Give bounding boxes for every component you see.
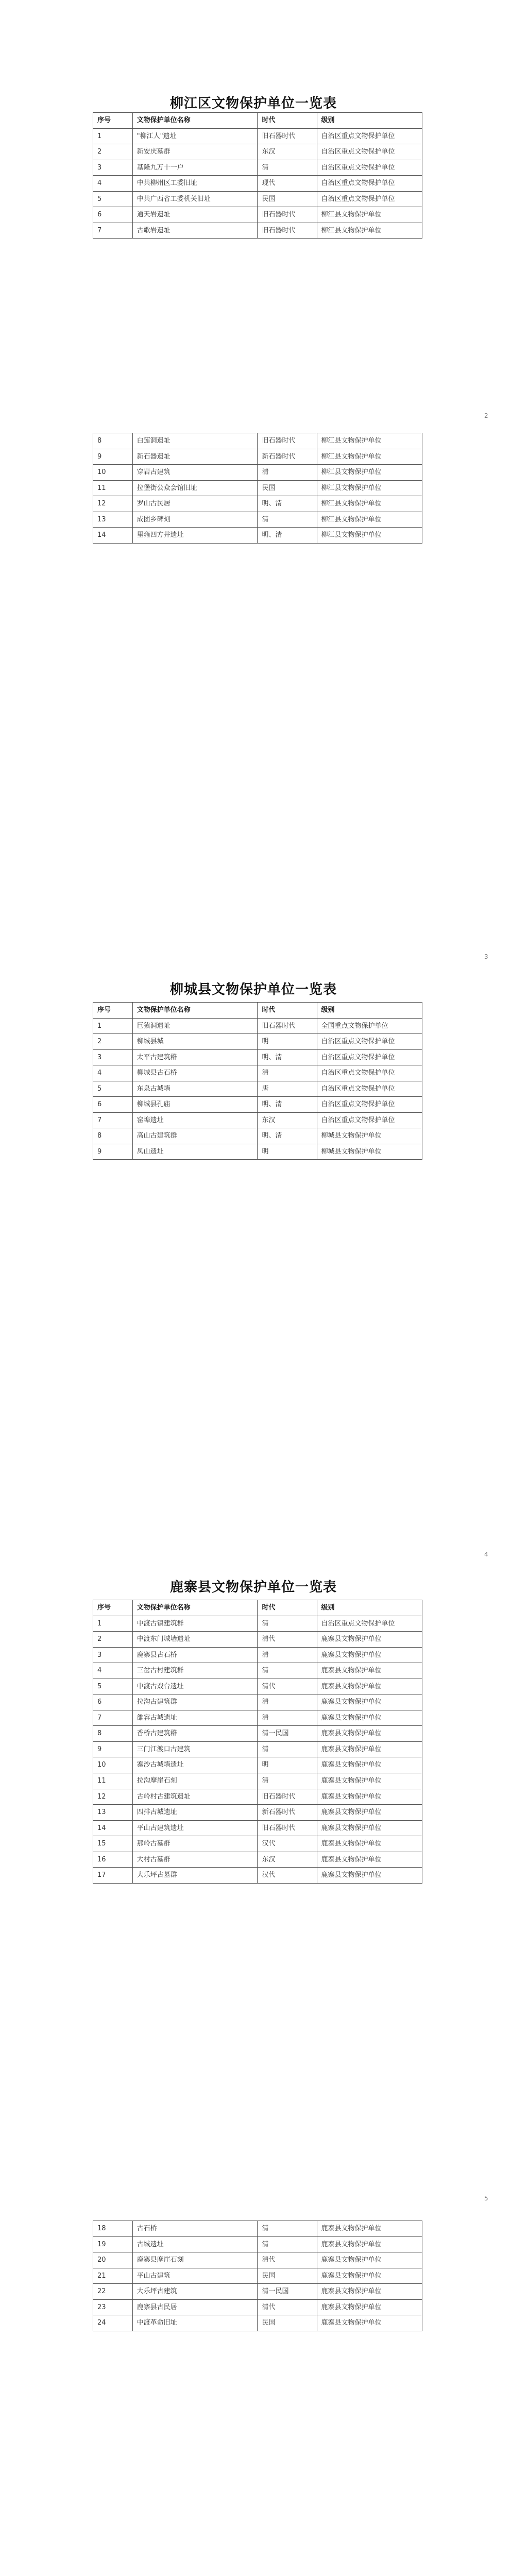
table-row bbox=[93, 160, 422, 176]
protection-level: 鹿寨县文物保护单位 bbox=[317, 2268, 422, 2284]
protection-level: 鹿寨县文物保护单位 bbox=[317, 1647, 422, 1663]
era: 旧石器时代 bbox=[258, 128, 317, 144]
era: 清一民国 bbox=[258, 1726, 317, 1742]
protection-level: 鹿寨县文物保护单位 bbox=[317, 1773, 422, 1789]
protection-level: 鹿寨县文物保护单位 bbox=[317, 1820, 422, 1836]
site-name: 平山古建筑遗址 bbox=[132, 1820, 258, 1836]
protection-level: 鹿寨县文物保护单位 bbox=[317, 1632, 422, 1648]
site-name: 柳城县城 bbox=[132, 1034, 258, 1050]
table-row bbox=[93, 1868, 422, 1884]
row-number: 8 bbox=[93, 1128, 133, 1144]
row-number: 21 bbox=[93, 2268, 133, 2284]
section-title-liucheng: 柳城县文物保护单位一览表 bbox=[170, 982, 337, 997]
protection-level: 自治区重点文物保护单位 bbox=[317, 1034, 422, 1050]
era: 旧石器时代 bbox=[258, 1789, 317, 1805]
row-number: 4 bbox=[93, 1065, 133, 1081]
protection-level: 自治区重点文物保护单位 bbox=[317, 1097, 422, 1113]
era: 明、清 bbox=[258, 528, 317, 544]
table-row bbox=[93, 1632, 422, 1648]
row-number: 4 bbox=[93, 176, 133, 192]
era: 汉代 bbox=[258, 1868, 317, 1884]
row-number: 7 bbox=[93, 223, 133, 239]
site-name: 拉沟摩崖石刻 bbox=[132, 1773, 258, 1789]
page-number: 3 bbox=[484, 953, 488, 960]
site-name: 古石桥 bbox=[132, 2221, 258, 2237]
site-name: 窑埠遗址 bbox=[132, 1112, 258, 1128]
site-name: 中渡古戏台遗址 bbox=[132, 1679, 258, 1694]
era: 明 bbox=[258, 1034, 317, 1050]
row-number: 11 bbox=[93, 480, 133, 496]
site-name: 三岔古村建筑群 bbox=[132, 1663, 258, 1679]
column-header: 级别 bbox=[317, 113, 422, 129]
row-number: 20 bbox=[93, 2252, 133, 2268]
protection-level: 鹿寨县文物保护单位 bbox=[317, 1741, 422, 1757]
row-number: 15 bbox=[93, 1836, 133, 1852]
table-row bbox=[93, 144, 422, 160]
era: 明、清 bbox=[258, 1049, 317, 1065]
site-name: 大乐坪古建筑 bbox=[132, 2284, 258, 2300]
protection-level: 自治区重点文物保护单位 bbox=[317, 176, 422, 192]
protection-level: 自治区重点文物保护单位 bbox=[317, 144, 422, 160]
protection-level: 柳江县文物保护单位 bbox=[317, 480, 422, 496]
site-name: 新石器遗址 bbox=[132, 449, 258, 465]
table-row bbox=[93, 1789, 422, 1805]
site-name: 中渡古镇建筑群 bbox=[132, 1616, 258, 1632]
table-row bbox=[93, 1081, 422, 1097]
site-name: 里雍四方井遗址 bbox=[132, 528, 258, 544]
era: 清 bbox=[258, 160, 317, 176]
site-name: 三门江渡口古建筑 bbox=[132, 1741, 258, 1757]
era: 旧石器时代 bbox=[258, 1018, 317, 1034]
era: 新石器时代 bbox=[258, 1805, 317, 1821]
site-name: 高山古建筑群 bbox=[132, 1128, 258, 1144]
era: 民国 bbox=[258, 2268, 317, 2284]
protection-level: 鹿寨县文物保护单位 bbox=[317, 2221, 422, 2237]
era: 清 bbox=[258, 1773, 317, 1789]
row-number: 19 bbox=[93, 2236, 133, 2252]
era: 明 bbox=[258, 1144, 317, 1160]
table-row bbox=[93, 1726, 422, 1742]
era: 清 bbox=[258, 1647, 317, 1663]
table-row bbox=[93, 1663, 422, 1679]
era: 清 bbox=[258, 1663, 317, 1679]
protection-level: 自治区重点文物保护单位 bbox=[317, 128, 422, 144]
protection-level: 鹿寨县文物保护单位 bbox=[317, 2252, 422, 2268]
era: 民国 bbox=[258, 191, 317, 207]
era: 清 bbox=[258, 2236, 317, 2252]
era: 清一民国 bbox=[258, 2284, 317, 2300]
row-number: 3 bbox=[93, 1049, 133, 1065]
protection-level: 鹿寨县文物保护单位 bbox=[317, 1694, 422, 1710]
relics-table-liujiang bbox=[93, 112, 422, 239]
row-number: 23 bbox=[93, 2299, 133, 2315]
page-number: 2 bbox=[484, 412, 488, 419]
site-name: 柳城县孔庙 bbox=[132, 1097, 258, 1113]
table-row bbox=[93, 223, 422, 239]
site-name: 中渡革命旧址 bbox=[132, 2315, 258, 2331]
protection-level: 鹿寨县文物保护单位 bbox=[317, 1805, 422, 1821]
section-title-liujiang: 柳江区文物保护单位一览表 bbox=[170, 96, 337, 111]
row-number: 18 bbox=[93, 2221, 133, 2237]
era: 明、清 bbox=[258, 1097, 317, 1113]
row-number: 8 bbox=[93, 433, 133, 449]
protection-level: 鹿寨县文物保护单位 bbox=[317, 2299, 422, 2315]
site-name: 平山古建筑 bbox=[132, 2268, 258, 2284]
protection-level: 鹿寨县文物保护单位 bbox=[317, 1852, 422, 1868]
table-row bbox=[93, 1836, 422, 1852]
protection-level: 自治区重点文物保护单位 bbox=[317, 160, 422, 176]
column-header: 级别 bbox=[317, 1600, 422, 1616]
protection-level: 鹿寨县文物保护单位 bbox=[317, 2284, 422, 2300]
row-number: 12 bbox=[93, 1789, 133, 1805]
table-row bbox=[93, 2299, 422, 2315]
site-name: 大乐坪古墓群 bbox=[132, 1868, 258, 1884]
era: 民国 bbox=[258, 480, 317, 496]
row-number: 17 bbox=[93, 1868, 133, 1884]
site-name: 香桥古建筑群 bbox=[132, 1726, 258, 1742]
era: 清 bbox=[258, 1710, 317, 1726]
row-number: 6 bbox=[93, 1694, 133, 1710]
site-name: 中共柳州区工委旧址 bbox=[132, 176, 258, 192]
row-number: 5 bbox=[93, 1679, 133, 1694]
site-name: 新安庆墓群 bbox=[132, 144, 258, 160]
table-row bbox=[93, 1097, 422, 1113]
era: 清 bbox=[258, 465, 317, 481]
row-number: 3 bbox=[93, 1647, 133, 1663]
table-row bbox=[93, 528, 422, 544]
protection-level: 自治区重点文物保护单位 bbox=[317, 1065, 422, 1081]
site-name: 基隆九万十一户 bbox=[132, 160, 258, 176]
table-row bbox=[93, 1049, 422, 1065]
protection-level: 柳江县文物保护单位 bbox=[317, 207, 422, 223]
table-row bbox=[93, 2221, 422, 2237]
row-number: 2 bbox=[93, 1034, 133, 1050]
column-header: 时代 bbox=[258, 1600, 317, 1616]
relics-table-luzhai-continued bbox=[93, 2221, 422, 2331]
era: 民国 bbox=[258, 2315, 317, 2331]
site-name: 大村古墓群 bbox=[132, 1852, 258, 1868]
protection-level: 柳江县文物保护单位 bbox=[317, 433, 422, 449]
row-number: 2 bbox=[93, 144, 133, 160]
era: 旧石器时代 bbox=[258, 223, 317, 239]
relics-table-liucheng bbox=[93, 1002, 422, 1160]
row-number: 1 bbox=[93, 1616, 133, 1632]
era: 旧石器时代 bbox=[258, 433, 317, 449]
site-name: 鹿寨县古民居 bbox=[132, 2299, 258, 2315]
table-row bbox=[93, 1647, 422, 1663]
era: 现代 bbox=[258, 176, 317, 192]
era: 新石器时代 bbox=[258, 449, 317, 465]
table-row bbox=[93, 1820, 422, 1836]
site-name: 东泉古城墙 bbox=[132, 1081, 258, 1097]
table-row bbox=[93, 2252, 422, 2268]
table-row bbox=[93, 2236, 422, 2252]
row-number: 14 bbox=[93, 1820, 133, 1836]
row-number: 22 bbox=[93, 2284, 133, 2300]
protection-level: 鹿寨县文物保护单位 bbox=[317, 1679, 422, 1694]
table-row bbox=[93, 496, 422, 512]
site-name: 凤山遗址 bbox=[132, 1144, 258, 1160]
row-number: 7 bbox=[93, 1710, 133, 1726]
era: 明、清 bbox=[258, 1128, 317, 1144]
era: 东汉 bbox=[258, 1112, 317, 1128]
era: 清 bbox=[258, 1616, 317, 1632]
table-row bbox=[93, 1018, 422, 1034]
protection-level: 柳江县文物保护单位 bbox=[317, 496, 422, 512]
protection-level: 自治区重点文物保护单位 bbox=[317, 1081, 422, 1097]
era: 清代 bbox=[258, 1632, 317, 1648]
table-row bbox=[93, 1710, 422, 1726]
table-row bbox=[93, 1065, 422, 1081]
site-name: 古歌岩遗址 bbox=[132, 223, 258, 239]
protection-level: 柳城县文物保护单位 bbox=[317, 1144, 422, 1160]
row-number: 2 bbox=[93, 1632, 133, 1648]
site-name: 太平古建筑群 bbox=[132, 1049, 258, 1065]
table-row bbox=[93, 191, 422, 207]
column-header: 文物保护单位名称 bbox=[132, 1003, 258, 1019]
column-header: 文物保护单位名称 bbox=[132, 113, 258, 129]
row-number: 3 bbox=[93, 160, 133, 176]
column-header: 时代 bbox=[258, 1003, 317, 1019]
row-number: 10 bbox=[93, 1757, 133, 1773]
page-number: 5 bbox=[484, 2195, 488, 2202]
site-name: 白莲洞遗址 bbox=[132, 433, 258, 449]
protection-level: 全国重点文物保护单位 bbox=[317, 1018, 422, 1034]
protection-level: 鹿寨县文物保护单位 bbox=[317, 1789, 422, 1805]
row-number: 7 bbox=[93, 1112, 133, 1128]
era: 清 bbox=[258, 1065, 317, 1081]
site-name: 巨猿洞遗址 bbox=[132, 1018, 258, 1034]
table-header-row bbox=[93, 1600, 422, 1616]
era: 旧石器时代 bbox=[258, 207, 317, 223]
column-header: 级别 bbox=[317, 1003, 422, 1019]
column-header: 时代 bbox=[258, 113, 317, 129]
table-row bbox=[93, 128, 422, 144]
table-row bbox=[93, 1034, 422, 1050]
protection-level: 鹿寨县文物保护单位 bbox=[317, 2236, 422, 2252]
table-row bbox=[93, 1128, 422, 1144]
table-row bbox=[93, 449, 422, 465]
era: 东汉 bbox=[258, 1852, 317, 1868]
protection-level: 鹿寨县文物保护单位 bbox=[317, 1663, 422, 1679]
table-row bbox=[93, 512, 422, 528]
table-row bbox=[93, 2284, 422, 2300]
column-header: 序号 bbox=[93, 113, 133, 129]
site-name: 四排古城遗址 bbox=[132, 1805, 258, 1821]
site-name: "柳江人"遗址 bbox=[132, 128, 258, 144]
row-number: 5 bbox=[93, 191, 133, 207]
site-name: 通天岩遗址 bbox=[132, 207, 258, 223]
row-number: 9 bbox=[93, 1144, 133, 1160]
column-header: 文物保护单位名称 bbox=[132, 1600, 258, 1616]
site-name: 中渡东门城墙遗址 bbox=[132, 1632, 258, 1648]
protection-level: 柳江县文物保护单位 bbox=[317, 449, 422, 465]
row-number: 11 bbox=[93, 1773, 133, 1789]
row-number: 6 bbox=[93, 207, 133, 223]
protection-level: 鹿寨县文物保护单位 bbox=[317, 2315, 422, 2331]
protection-level: 鹿寨县文物保护单位 bbox=[317, 1757, 422, 1773]
protection-level: 柳江县文物保护单位 bbox=[317, 223, 422, 239]
era: 清 bbox=[258, 1741, 317, 1757]
table-row bbox=[93, 1694, 422, 1710]
row-number: 9 bbox=[93, 449, 133, 465]
site-name: 鹿寨县古石桥 bbox=[132, 1647, 258, 1663]
row-number: 1 bbox=[93, 1018, 133, 1034]
row-number: 6 bbox=[93, 1097, 133, 1113]
era: 清 bbox=[258, 2221, 317, 2237]
table-row bbox=[93, 433, 422, 449]
protection-level: 自治区重点文物保护单位 bbox=[317, 1616, 422, 1632]
column-header: 序号 bbox=[93, 1600, 133, 1616]
table-row bbox=[93, 2315, 422, 2331]
era: 东汉 bbox=[258, 144, 317, 160]
site-name: 中共广西省工委机关旧址 bbox=[132, 191, 258, 207]
table-header-row bbox=[93, 113, 422, 129]
protection-level: 鹿寨县文物保护单位 bbox=[317, 1726, 422, 1742]
row-number: 16 bbox=[93, 1852, 133, 1868]
table-row bbox=[93, 1679, 422, 1694]
site-name: 那岭古墓群 bbox=[132, 1836, 258, 1852]
table-row bbox=[93, 2268, 422, 2284]
table-row bbox=[93, 465, 422, 481]
protection-level: 鹿寨县文物保护单位 bbox=[317, 1868, 422, 1884]
row-number: 10 bbox=[93, 465, 133, 481]
site-name: 寨沙古城墙遗址 bbox=[132, 1757, 258, 1773]
table-row bbox=[93, 1144, 422, 1160]
table-row bbox=[93, 1741, 422, 1757]
table-row bbox=[93, 207, 422, 223]
table-header-row bbox=[93, 1003, 422, 1019]
era: 明、清 bbox=[258, 496, 317, 512]
protection-level: 鹿寨县文物保护单位 bbox=[317, 1710, 422, 1726]
row-number: 5 bbox=[93, 1081, 133, 1097]
protection-level: 柳城县文物保护单位 bbox=[317, 1128, 422, 1144]
site-name: 拉沟古建筑群 bbox=[132, 1694, 258, 1710]
row-number: 13 bbox=[93, 1805, 133, 1821]
table-row bbox=[93, 1805, 422, 1821]
era: 旧石器时代 bbox=[258, 1820, 317, 1836]
era: 清 bbox=[258, 512, 317, 528]
table-row bbox=[93, 176, 422, 192]
relics-table-liujiang-continued bbox=[93, 433, 422, 544]
era: 唐 bbox=[258, 1081, 317, 1097]
row-number: 13 bbox=[93, 512, 133, 528]
era: 清代 bbox=[258, 2252, 317, 2268]
era: 清 bbox=[258, 1694, 317, 1710]
protection-level: 自治区重点文物保护单位 bbox=[317, 1049, 422, 1065]
protection-level: 鹿寨县文物保护单位 bbox=[317, 1836, 422, 1852]
table-row bbox=[93, 1616, 422, 1632]
site-name: 成团乡碑刻 bbox=[132, 512, 258, 528]
era: 汉代 bbox=[258, 1836, 317, 1852]
row-number: 1 bbox=[93, 128, 133, 144]
row-number: 8 bbox=[93, 1726, 133, 1742]
row-number: 4 bbox=[93, 1663, 133, 1679]
site-name: 柳城县古石桥 bbox=[132, 1065, 258, 1081]
relics-table-luzhai bbox=[93, 1600, 422, 1884]
site-name: 穿岩古建筑 bbox=[132, 465, 258, 481]
table-row bbox=[93, 1112, 422, 1128]
section-title-luzhai: 鹿寨县文物保护单位一览表 bbox=[170, 1580, 337, 1595]
row-number: 14 bbox=[93, 528, 133, 544]
site-name: 古城遗址 bbox=[132, 2236, 258, 2252]
protection-level: 柳江县文物保护单位 bbox=[317, 528, 422, 544]
site-name: 古岭村古建筑遗址 bbox=[132, 1789, 258, 1805]
column-header: 序号 bbox=[93, 1003, 133, 1019]
row-number: 24 bbox=[93, 2315, 133, 2331]
row-number: 9 bbox=[93, 1741, 133, 1757]
table-row bbox=[93, 1773, 422, 1789]
page-number: 4 bbox=[484, 1551, 488, 1558]
era: 明 bbox=[258, 1757, 317, 1773]
era: 清代 bbox=[258, 1679, 317, 1694]
protection-level: 自治区重点文物保护单位 bbox=[317, 191, 422, 207]
protection-level: 自治区重点文物保护单位 bbox=[317, 1112, 422, 1128]
era: 清代 bbox=[258, 2299, 317, 2315]
table-row bbox=[93, 480, 422, 496]
table-row bbox=[93, 1757, 422, 1773]
protection-level: 柳江县文物保护单位 bbox=[317, 512, 422, 528]
site-name: 拉堡街公众会馆旧址 bbox=[132, 480, 258, 496]
table-row bbox=[93, 1852, 422, 1868]
site-name: 罗山古民居 bbox=[132, 496, 258, 512]
site-name: 鹿寨县摩崖石刻 bbox=[132, 2252, 258, 2268]
protection-level: 柳江县文物保护单位 bbox=[317, 465, 422, 481]
row-number: 12 bbox=[93, 496, 133, 512]
site-name: 雒容古城遗址 bbox=[132, 1710, 258, 1726]
